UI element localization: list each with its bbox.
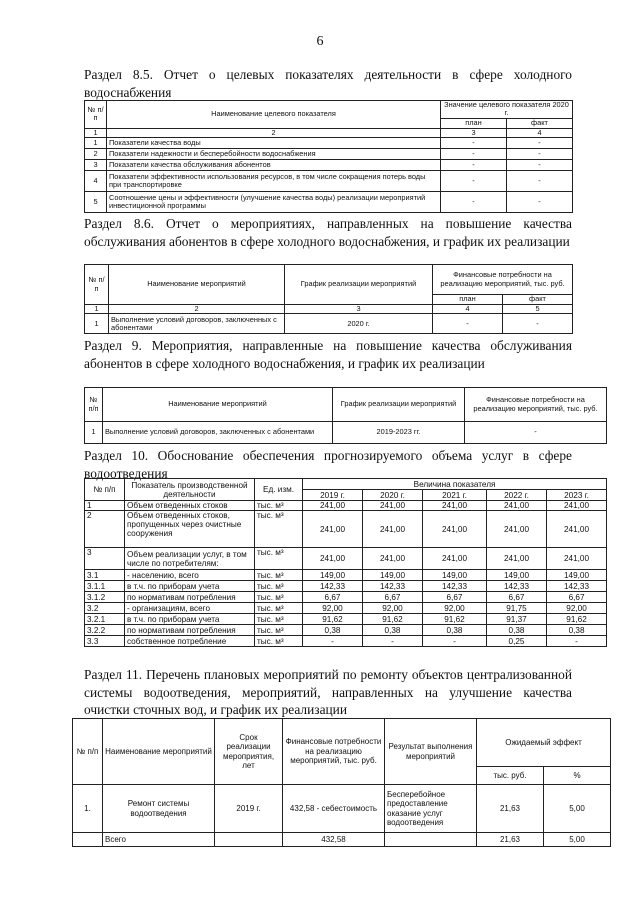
header-value: Значение целевого показателя 2020 г.	[441, 101, 573, 119]
row-name: Объем реализации услуг, в том числе по потребителям:	[125, 548, 255, 570]
index-cell: 4	[507, 128, 573, 137]
table-row	[85, 625, 607, 636]
row-value: 92,00	[303, 603, 363, 614]
row-num: 2	[85, 511, 125, 548]
header-name: Наименование целевого показателя	[107, 101, 441, 129]
row-value: 0,38	[547, 625, 607, 636]
row-value: 241,00	[303, 548, 363, 570]
row-pct: 5,00	[544, 785, 611, 833]
measures-8-6-table	[84, 264, 573, 334]
row-value: 241,00	[363, 548, 423, 570]
table-row	[85, 592, 607, 603]
header-unit: Ед. изм.	[255, 479, 303, 501]
row-unit: тыс. м³	[255, 548, 303, 570]
row-unit: тыс. м³	[255, 625, 303, 636]
row-value: 241,00	[423, 501, 487, 511]
row-plan: -	[441, 171, 507, 192]
row-fact: -	[507, 149, 573, 160]
table-row	[85, 603, 607, 614]
row-value: 149,00	[303, 570, 363, 581]
row-value: 241,00	[487, 511, 547, 548]
row-plan: -	[441, 160, 507, 171]
header-year: 2019 г.	[303, 490, 363, 501]
row-value: 142,33	[487, 581, 547, 592]
row-unit: тыс. м³	[255, 581, 303, 592]
index-cell: 5	[503, 305, 573, 314]
row-name: Показатели эффективности использования ресурсов, в том числе сокращения потерь воды при транспортировке	[107, 171, 441, 192]
header-name: Наименование мероприятий	[103, 719, 215, 785]
total-row	[73, 833, 611, 847]
row-value: 6,67	[363, 592, 423, 603]
table-row	[85, 614, 607, 625]
row-name: собственное потребление	[125, 636, 255, 647]
row-fact: -	[507, 160, 573, 171]
row-value: -	[547, 636, 607, 647]
header-schedule: График реализации мероприятий	[285, 265, 433, 305]
header-name: Наименование мероприятий	[109, 265, 285, 305]
row-num: 5	[85, 192, 107, 213]
table-row	[85, 149, 573, 160]
row-value: 241,00	[547, 511, 607, 548]
header-plan: план	[433, 295, 503, 305]
table-row	[85, 160, 573, 171]
row-value: 149,00	[547, 570, 607, 581]
row-result: Бесперебойное предоставление оказание услуг водоотведения	[385, 785, 477, 833]
header-num: № п/п	[85, 101, 107, 129]
row-unit: тыс. м³	[255, 636, 303, 647]
section-8-6-title: Раздел 8.6. Отчет о мероприятиях, направленных на повышение качества обслуживания абонентов в сфере холодного водоснабжения, и график их реализации	[84, 216, 572, 249]
row-unit: тыс. м³	[255, 614, 303, 625]
header-schedule: График реализации мероприятий	[333, 388, 465, 422]
table-row	[85, 548, 607, 570]
row-value: -	[303, 636, 363, 647]
row-value: 92,00	[363, 603, 423, 614]
row-value: 91,62	[363, 614, 423, 625]
measures-9-table	[84, 387, 607, 444]
header-finance: Финансовые потребности на реализацию мероприятий, тыс. руб.	[283, 719, 385, 785]
row-num: 3.3	[85, 636, 125, 647]
row-value: 0,38	[423, 625, 487, 636]
row-value: 0,38	[363, 625, 423, 636]
row-value: 92,00	[547, 603, 607, 614]
header-year: 2021 г.	[423, 490, 487, 501]
header-year: 2020 г.	[363, 490, 423, 501]
row-value: 241,00	[423, 548, 487, 570]
index-row	[85, 305, 573, 314]
service-volume-table	[84, 478, 607, 647]
row-num: 2	[85, 149, 107, 160]
section-9-title: Раздел 9. Мероприятия, направленные на повышение качества обслуживания абонентов в сфере холодного водоснабжения, и график их реализации	[84, 338, 572, 371]
row-value: 0,38	[487, 625, 547, 636]
row-value: 241,00	[487, 501, 547, 511]
row-value: 142,33	[547, 581, 607, 592]
header-num: № п/п	[85, 388, 103, 422]
row-name: по нормативам потребления	[125, 625, 255, 636]
row-num: 3.2	[85, 603, 125, 614]
row-value: 91,75	[487, 603, 547, 614]
table-row	[85, 138, 573, 149]
table-row	[85, 636, 607, 647]
row-unit: тыс. м³	[255, 592, 303, 603]
index-row	[85, 128, 573, 137]
row-value: 0,25	[487, 636, 547, 647]
row-value: 0,38	[303, 625, 363, 636]
row-value: 142,33	[303, 581, 363, 592]
header-name: Наименование мероприятий	[103, 388, 333, 422]
row-unit: тыс. м³	[255, 570, 303, 581]
row-num: 1	[85, 314, 109, 334]
index-cell: 4	[433, 305, 503, 314]
target-indicators-table	[84, 100, 573, 213]
row-value: -	[363, 636, 423, 647]
row-num: 3	[85, 160, 107, 171]
table-row	[85, 501, 607, 511]
row-num: 1	[85, 422, 103, 444]
repair-measures-table	[72, 718, 611, 847]
header-finance: Финансовые потребности на реализацию мероприятий, тыс. руб.	[465, 388, 607, 422]
row-fact: -	[503, 314, 573, 334]
header-value: Величина показателя	[303, 479, 607, 490]
row-name: в т.ч. по приборам учета	[125, 581, 255, 592]
row-value: 6,67	[303, 592, 363, 603]
row-value: 142,33	[423, 581, 487, 592]
row-fact: -	[507, 192, 573, 213]
header-fact: факт	[503, 295, 573, 305]
row-unit: тыс. м³	[255, 501, 303, 511]
section-10-title: Раздел 10. Обоснование обеспечения прогнозируемого объема услуг в сфере водоотведения	[84, 448, 572, 481]
index-cell: 1	[85, 128, 107, 137]
row-num: 1	[85, 501, 125, 511]
header-year: 2022 г.	[487, 490, 547, 501]
table-row	[85, 422, 607, 444]
header-indicator: Показатель производственной деятельности	[125, 479, 255, 501]
row-num: 3.1	[85, 570, 125, 581]
row-name: в т.ч. по приборам учета	[125, 614, 255, 625]
row-name: Ремонт системы водоотведения	[103, 785, 215, 833]
row-name: Показатели надежности и бесперебойности водоснабжения	[107, 149, 441, 160]
row-fact: -	[507, 138, 573, 149]
index-cell: 3	[285, 305, 433, 314]
row-term: 2019 г.	[215, 785, 283, 833]
row-value: 149,00	[363, 570, 423, 581]
row-value: 241,00	[547, 548, 607, 570]
row-plan: -	[441, 149, 507, 160]
table-row	[85, 314, 573, 334]
total-label: Всего	[103, 833, 215, 847]
row-finance: 432,58 - себестоимость	[283, 785, 385, 833]
row-value: -	[423, 636, 487, 647]
row-unit: тыс. м³	[255, 511, 303, 548]
row-name: Объем отведенных стоков	[125, 501, 255, 511]
page-number: 6	[316, 34, 324, 49]
row-num: 3.2.2	[85, 625, 125, 636]
header-rub: тыс. руб.	[477, 767, 544, 785]
total-result	[385, 833, 477, 847]
row-value: 91,62	[423, 614, 487, 625]
row-name: по нормативам потребления	[125, 592, 255, 603]
row-value: 149,00	[487, 570, 547, 581]
index-cell: 2	[107, 128, 441, 137]
header-year: 2023 г.	[547, 490, 607, 501]
row-plan: -	[441, 138, 507, 149]
table-row	[85, 581, 607, 592]
row-plan: -	[441, 192, 507, 213]
row-name: Выполнение условий договоров, заключенных с абонентами	[103, 422, 333, 444]
row-finance: -	[465, 422, 607, 444]
row-name: Показатели качества воды	[107, 138, 441, 149]
total-term	[215, 833, 283, 847]
row-num: 3.1.2	[85, 592, 125, 603]
row-name: Соотношение цены и эффективности (улучшение качества воды) реализации мероприятий инвестиционной программы	[107, 192, 441, 213]
row-name: - населению, всего	[125, 570, 255, 581]
row-value: 6,67	[547, 592, 607, 603]
row-value: 6,67	[487, 592, 547, 603]
row-schedule: 2020 г.	[285, 314, 433, 334]
header-pct: %	[544, 767, 611, 785]
row-value: 91,37	[487, 614, 547, 625]
index-cell: 2	[109, 305, 285, 314]
total-finance: 432,58	[283, 833, 385, 847]
table-row	[85, 570, 607, 581]
header-result: Результат выполнения мероприятий	[385, 719, 477, 785]
row-value: 241,00	[303, 511, 363, 548]
header-term: Срок реализации мероприятия, лет	[215, 719, 283, 785]
table-row	[85, 511, 607, 548]
row-value: 241,00	[487, 548, 547, 570]
total-pct: 5,00	[544, 833, 611, 847]
header-fact: факт	[507, 118, 573, 128]
table-row	[73, 785, 611, 833]
row-value: 91,62	[547, 614, 607, 625]
table-row	[85, 192, 573, 213]
row-value: 142,33	[363, 581, 423, 592]
row-value: 91,62	[303, 614, 363, 625]
row-unit: тыс. м³	[255, 603, 303, 614]
row-num: 4	[85, 171, 107, 192]
row-value: 92,00	[423, 603, 487, 614]
section-11-title: Раздел 11. Перечень плановых мероприятий по ремонту объектов централизованной системы водоотведения, мероприятий, направленных на улучшение качества очистки сточных вод, и график их реализации	[84, 667, 572, 717]
row-fact: -	[507, 171, 573, 192]
total-rub: 21,63	[477, 833, 544, 847]
row-num: 3.1.1	[85, 581, 125, 592]
header-num: № п/п	[85, 479, 125, 501]
row-name: - организациям, всего	[125, 603, 255, 614]
row-value: 149,00	[423, 570, 487, 581]
section-8-5-title: Раздел 8.5. Отчет о целевых показателях деятельности в сфере холодного водоснабжения	[84, 67, 572, 100]
row-rub: 21,63	[477, 785, 544, 833]
total-num	[73, 833, 103, 847]
row-value: 241,00	[303, 501, 363, 511]
row-name: Выполнение условий договоров, заключенных с абонентами	[109, 314, 285, 334]
row-name: Объем отведенных стоков, пропущенных через очистные сооружения	[125, 511, 255, 548]
row-name: Показатели качества обслуживания абонентов	[107, 160, 441, 171]
header-finance: Финансовые потребности на реализацию мероприятий, тыс. руб.	[433, 265, 573, 295]
row-value: 6,67	[423, 592, 487, 603]
header-effect: Ожидаемый эффект	[477, 719, 611, 767]
row-num: 1.	[73, 785, 103, 833]
row-value: 241,00	[363, 511, 423, 548]
row-schedule: 2019-2023 гг.	[333, 422, 465, 444]
row-num: 3	[85, 548, 125, 570]
index-cell: 1	[85, 305, 109, 314]
row-plan: -	[433, 314, 503, 334]
row-num: 3.2.1	[85, 614, 125, 625]
header-plan: план	[441, 118, 507, 128]
index-cell: 3	[441, 128, 507, 137]
row-value: 241,00	[363, 501, 423, 511]
header-num: № п/п	[73, 719, 103, 785]
header-num: № п/п	[85, 265, 109, 305]
row-value: 241,00	[547, 501, 607, 511]
row-value: 241,00	[423, 511, 487, 548]
table-row	[85, 171, 573, 192]
row-num: 1	[85, 138, 107, 149]
